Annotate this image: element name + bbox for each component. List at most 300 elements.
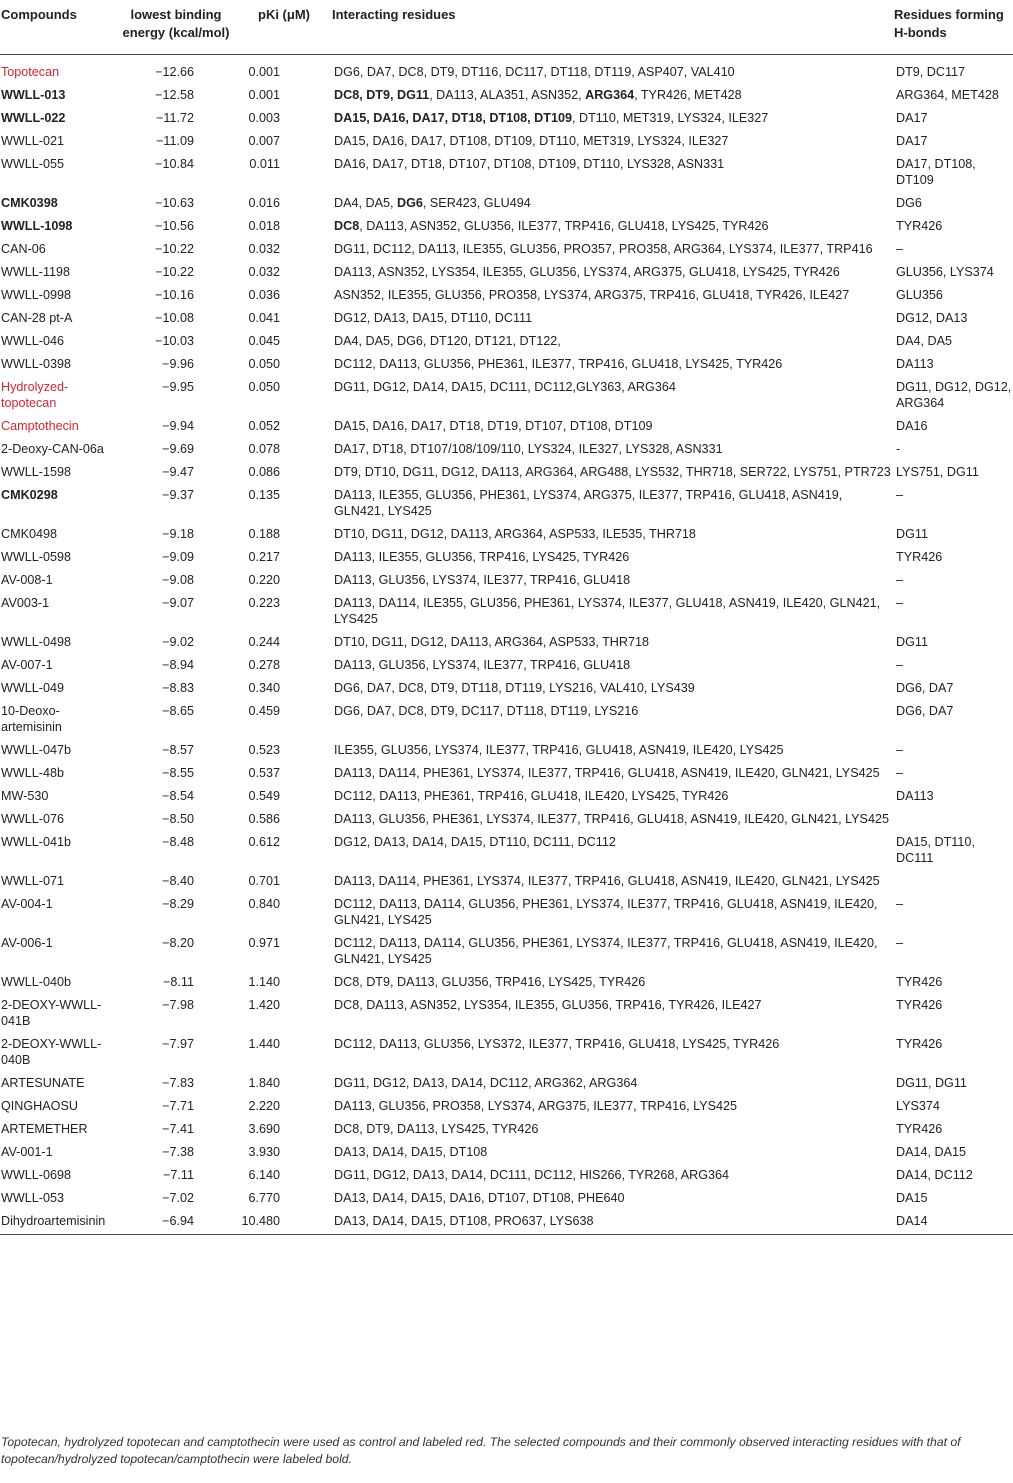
compound-name: CMK0498	[1, 527, 58, 541]
compound-name: WWLL-48b	[1, 766, 64, 780]
compound-name: AV-007-1	[1, 658, 53, 672]
table-row	[0, 1210, 1013, 1235]
interacting-residues	[332, 461, 894, 484]
table-row	[0, 546, 1013, 569]
hbond-residues	[894, 808, 1013, 831]
pki-value: 10.480	[236, 1210, 332, 1235]
residue-segment: DG12, DA13, DA15, DT110, DC111	[334, 311, 533, 325]
table-row	[0, 215, 1013, 238]
binding-energy-value: −11.09	[156, 134, 194, 148]
compound-name: AV003-1	[1, 596, 50, 610]
pki-value: 0.032	[248, 242, 280, 256]
binding-energy-value: −8.65	[162, 704, 194, 718]
interacting-residues	[332, 592, 894, 631]
hbond-residues: TYR426	[896, 219, 943, 233]
residue-segment: DG11, DG12, DA13, DA14, DC112, ARG362, ARG364	[334, 1076, 638, 1090]
binding-energy-value: −9.02	[162, 635, 194, 649]
binding-energy-value: −10.08	[155, 311, 194, 325]
binding-energy-value: −7.83	[162, 1076, 194, 1090]
compound-name: 2-DEOXY-WWLL-041B	[1, 998, 102, 1028]
table-row	[0, 261, 1013, 284]
table-row	[0, 739, 1013, 762]
interacting-residues	[332, 1072, 894, 1095]
hbond-residues: DA15, DT110, DC111	[896, 835, 975, 865]
pki-value: 0.188	[248, 527, 280, 541]
compound-name: WWLL-049	[1, 681, 64, 695]
table-row	[0, 238, 1013, 261]
pki-value: 0.523	[248, 743, 280, 757]
hbond-residues: –	[896, 936, 904, 950]
binding-energy-value: −8.29	[162, 897, 194, 911]
hbond-residues: LYS374	[896, 1099, 940, 1113]
residue-segment: DA113, ILE355, GLU356, PHE361, LYS374, ARG375, ILE377, TRP416, GLU418, ASN419, GLN421, LYS425	[334, 488, 843, 518]
hbond-residues: –	[896, 488, 904, 502]
residue-segment: DA113, DA114, PHE361, LYS374, ILE377, TRP416, GLU418, ASN419, ILE420, GLN421, LYS425	[334, 874, 880, 888]
interacting-residues	[332, 631, 894, 654]
pki-value: 1.420	[248, 998, 280, 1012]
hbond-residues: DG11, DG12, DG12, ARG364	[896, 380, 1012, 410]
residue-segment-bold: DG6	[397, 196, 423, 210]
table-row	[0, 438, 1013, 461]
binding-energy-value: −9.95	[162, 380, 194, 394]
interacting-residues	[332, 55, 894, 85]
residue-segment: DC112, DA113, GLU356, PHE361, ILE377, TRP416, GLU418, LYS425, TYR426	[334, 357, 783, 371]
binding-energy-value: −8.57	[162, 743, 194, 757]
compound-name: WWLL-0498	[1, 635, 71, 649]
residue-segment: DA113, DA114, ILE355, GLU356, PHE361, LYS374, ILE377, GLU418, ASN419, ILE420, GLN421, LYS425	[334, 596, 881, 626]
residue-segment: , TYR426, MET428	[634, 88, 742, 102]
table-row	[0, 1033, 1013, 1072]
hbond-residues: TYR426	[896, 1037, 943, 1051]
residue-segment: DT9, DT10, DG11, DG12, DA113, ARG364, ARG488, LYS532, THR718, SER722, LYS751, PTR723	[334, 465, 891, 479]
compound-name: Camptothecin	[1, 419, 79, 433]
residue-segment: DC112, DA113, GLU356, LYS372, ILE377, TRP416, GLU418, LYS425, TYR426	[334, 1037, 780, 1051]
residue-segment: DG11, DG12, DA13, DA14, DC111, DC112, HIS266, TYR268, ARG364	[334, 1168, 730, 1182]
table-footnote: Topotecan, hydrolyzed topotecan and camptothecin were used as control and labeled red. The selected compounds and their commonly observed interacting residues with that of topotecan/hydrolyzed topotecan/camptothecin were labeled bold.	[1, 1435, 961, 1466]
binding-energy-value: −9.07	[162, 596, 194, 610]
residue-segment: , DA113, ALA351, ASN352,	[429, 88, 586, 102]
hbond-residues	[894, 870, 1013, 893]
binding-energy-value: −9.96	[162, 357, 194, 371]
compound-name: MW-530	[1, 789, 49, 803]
compound-name: WWLL-040b	[1, 975, 71, 989]
table-row	[0, 893, 1013, 932]
table-row	[0, 654, 1013, 677]
interacting-residues	[332, 215, 894, 238]
interacting-residues	[332, 484, 894, 523]
binding-energy-value: −10.03	[155, 334, 194, 348]
compound-name: WWLL-1598	[1, 465, 71, 479]
compound-name: AV-008-1	[1, 573, 53, 587]
hbond-residues: DA113	[896, 357, 934, 371]
pki-value: 0.003	[248, 111, 280, 125]
pki-value: 0.011	[249, 157, 280, 171]
residue-segment: DA113, ILE355, GLU356, TRP416, LYS425, TYR426	[334, 550, 630, 564]
compound-name: AV-004-1	[1, 897, 53, 911]
pki-value: 0.036	[248, 288, 280, 302]
pki-value: 0.244	[248, 635, 280, 649]
interacting-residues	[332, 808, 894, 831]
table-row	[0, 1164, 1013, 1187]
binding-energy-value: −9.08	[162, 573, 194, 587]
hbond-residues: DG11	[896, 635, 928, 649]
pki-value: 0.586	[248, 812, 280, 826]
table-row	[0, 1072, 1013, 1095]
hbond-residues: ARG364, MET428	[896, 88, 999, 102]
pki-value: 0.135	[248, 488, 280, 502]
pki-value: 0.278	[248, 658, 280, 672]
binding-energy-value: −9.37	[162, 488, 194, 502]
residue-segment: DG12, DA13, DA14, DA15, DT110, DC111, DC112	[334, 835, 616, 849]
residue-segment: DA113, GLU356, LYS374, ILE377, TRP416, GLU418	[334, 658, 631, 672]
binding-energy-value: −10.84	[155, 157, 194, 171]
compound-name: ARTEMETHER	[1, 1122, 88, 1136]
header-hbond-residues: Residues forming H-bonds	[894, 0, 1013, 55]
binding-energy-value: −8.11	[163, 975, 194, 989]
compound-name: WWLL-0598	[1, 550, 71, 564]
residue-segment: ASN352, ILE355, GLU356, PRO358, LYS374, ARG375, TRP416, GLU418, TYR426, ILE427	[334, 288, 850, 302]
interacting-residues	[332, 762, 894, 785]
residue-segment: ILE355, GLU356, LYS374, ILE377, TRP416, GLU418, ASN419, ILE420, LYS425	[334, 743, 784, 757]
binding-energy-value: −9.69	[162, 442, 194, 456]
table-header-row	[0, 0, 1013, 55]
pki-value: 6.140	[248, 1168, 280, 1182]
table-row	[0, 677, 1013, 700]
header-pki: pKi (μM)	[236, 0, 332, 55]
binding-energy-value: −7.98	[162, 998, 194, 1012]
compound-name: WWLL-076	[1, 812, 64, 826]
hbond-residues: GLU356, LYS374	[896, 265, 994, 279]
residue-segment: DC112, DA113, PHE361, TRP416, GLU418, ILE420, LYS425, TYR426	[334, 789, 729, 803]
residue-segment-bold: DC8	[334, 219, 360, 233]
hbond-residues: DG12, DA13	[896, 311, 968, 325]
residue-segment: , SER423, GLU494	[422, 196, 531, 210]
interacting-residues	[332, 677, 894, 700]
residue-segment: DA4, DA5, DG6, DT120, DT121, DT122,	[334, 334, 561, 348]
interacting-residues	[332, 1095, 894, 1118]
binding-energy-value: −8.50	[162, 812, 194, 826]
table-row	[0, 353, 1013, 376]
table-row	[0, 523, 1013, 546]
pki-value: 0.223	[248, 596, 280, 610]
pki-value: 0.217	[248, 550, 280, 564]
compound-name: 2-DEOXY-WWLL-040B	[1, 1037, 102, 1067]
hbond-residues: DG11, DG11	[896, 1076, 967, 1090]
binding-energy-value: −10.56	[155, 219, 194, 233]
table-row	[0, 700, 1013, 739]
pki-value: 0.086	[248, 465, 280, 479]
compound-name: AV-006-1	[1, 936, 53, 950]
interacting-residues	[332, 438, 894, 461]
binding-energy-value: −8.94	[162, 658, 194, 672]
interacting-residues	[332, 932, 894, 971]
pki-value: 0.220	[248, 573, 280, 587]
compound-name: AV-001-1	[1, 1145, 53, 1159]
hbond-residues: DT9, DC117	[896, 65, 966, 79]
residue-segment: DA113, GLU356, PHE361, LYS374, ILE377, TRP416, GLU418, ASN419, ILE420, GLN421, LYS425	[334, 812, 889, 826]
interacting-residues	[332, 1033, 894, 1072]
interacting-residues	[332, 192, 894, 215]
table-row	[0, 971, 1013, 994]
table-row	[0, 330, 1013, 353]
hbond-residues: TYR426	[896, 550, 943, 564]
compound-name: CAN-06	[1, 242, 46, 256]
hbond-residues: GLU356	[896, 288, 943, 302]
residue-segment: DA13, DA14, DA15, DA16, DT107, DT108, PHE640	[334, 1191, 625, 1205]
pki-value: 0.001	[248, 65, 280, 79]
compound-name: QINGHAOSU	[1, 1099, 78, 1113]
binding-energy-value: −9.09	[162, 550, 194, 564]
binding-energy-value: −10.22	[155, 265, 194, 279]
binding-energy-value: −8.20	[162, 936, 194, 950]
table-row	[0, 870, 1013, 893]
table-row	[0, 376, 1013, 415]
hbond-residues: –	[896, 596, 904, 610]
table-row	[0, 631, 1013, 654]
compound-name: WWLL-1098	[1, 219, 73, 233]
compound-name: Hydrolyzed-topotecan	[1, 380, 69, 410]
table-row	[0, 592, 1013, 631]
table-row	[0, 1095, 1013, 1118]
compound-name: 2-Deoxy-CAN-06a	[1, 442, 104, 456]
binding-energy-value: −10.63	[155, 196, 194, 210]
residue-segment: DG6, DA7, DC8, DT9, DT118, DT119, LYS216, VAL410, LYS439	[334, 681, 695, 695]
interacting-residues	[332, 870, 894, 893]
table-row	[0, 831, 1013, 870]
hbond-residues: –	[896, 658, 904, 672]
hbond-residues: DG11	[896, 527, 928, 541]
pki-value: 3.690	[248, 1122, 280, 1136]
hbond-residues: TYR426	[896, 975, 943, 989]
hbond-residues: DA17	[896, 111, 928, 125]
compound-name: WWLL-0998	[1, 288, 71, 302]
table-row	[0, 484, 1013, 523]
hbond-residues: DG6, DA7	[896, 681, 954, 695]
table-row	[0, 1187, 1013, 1210]
table-row	[0, 192, 1013, 215]
residue-segment: DA113, GLU356, LYS374, ILE377, TRP416, GLU418	[334, 573, 631, 587]
compound-name: WWLL-0698	[1, 1168, 71, 1182]
compound-name: Dihydroartemisinin	[0, 1210, 116, 1235]
table-row	[0, 808, 1013, 831]
interacting-residues	[332, 569, 894, 592]
interacting-residues	[332, 1141, 894, 1164]
pki-value: 0.001	[248, 88, 280, 102]
hbond-residues: –	[896, 743, 904, 757]
interacting-residues	[332, 700, 894, 739]
compound-name: WWLL-013	[1, 88, 66, 102]
table-row	[0, 1141, 1013, 1164]
header-interacting-residues: Interacting residues	[332, 0, 894, 55]
binding-energy-value: −7.02	[162, 1191, 194, 1205]
binding-energy-value: −10.16	[155, 288, 194, 302]
compound-name: CMK0298	[1, 488, 58, 502]
compound-name: WWLL-071	[1, 874, 64, 888]
residue-segment: , DA113, ASN352, GLU356, ILE377, TRP416, GLU418, LYS425, TYR426	[359, 219, 769, 233]
interacting-residues	[332, 831, 894, 870]
table-row	[0, 569, 1013, 592]
header-binding-energy: lowest binding energy (kcal/mol)	[116, 0, 236, 55]
hbond-residues: DA14	[894, 1210, 1013, 1235]
table-row	[0, 307, 1013, 330]
binding-energy-value: −7.97	[162, 1037, 194, 1051]
binding-energy-value: −8.48	[162, 835, 194, 849]
compound-name: WWLL-055	[1, 157, 64, 171]
pki-value: 0.701	[248, 874, 280, 888]
residue-segment: DA4, DA5,	[334, 196, 397, 210]
compound-name: CMK0398	[1, 196, 58, 210]
pki-value: 0.045	[248, 334, 280, 348]
interacting-residues	[332, 893, 894, 932]
residue-segment: DA16, DA17, DT18, DT107, DT108, DT109, DT110, LYS328, ASN331	[334, 157, 725, 171]
interacting-residues	[332, 1187, 894, 1210]
residue-segment-bold: ARG364	[585, 88, 635, 102]
interacting-residues	[332, 376, 894, 415]
hbond-residues: –	[896, 897, 904, 911]
binding-energy-value: −8.54	[162, 789, 194, 803]
table-row	[0, 84, 1013, 107]
residue-segment: DA113, ASN352, LYS354, ILE355, GLU356, LYS374, ARG375, GLU418, LYS425, TYR426	[334, 265, 840, 279]
compound-name: Topotecan	[1, 65, 60, 79]
binding-energy-value: −7.11	[163, 1168, 194, 1182]
residue-segment: DC112, DA113, DA114, GLU356, PHE361, LYS374, ILE377, TRP416, GLU418, ASN419, ILE420, GLN421, LYS425	[334, 936, 878, 966]
interacting-residues	[332, 153, 894, 192]
interacting-residues	[332, 1164, 894, 1187]
table-row	[0, 994, 1013, 1033]
hbond-residues: DA15	[896, 1191, 928, 1205]
table-row	[0, 284, 1013, 307]
interacting-residues	[332, 130, 894, 153]
pki-value: 0.050	[248, 357, 280, 371]
pki-value: 3.930	[248, 1145, 280, 1159]
pki-value: 0.612	[248, 835, 280, 849]
residue-segment: DT10, DG11, DG12, DA113, ARG364, ASP533, ILE535, THR718	[334, 527, 696, 541]
table-row	[0, 762, 1013, 785]
compound-name: 10-Deoxo-artemisinin	[1, 704, 62, 734]
residue-segment: DA15, DA16, DA17, DT108, DT109, DT110, MET319, LYS324, ILE327	[334, 134, 729, 148]
binding-energy-value: −10.22	[155, 242, 194, 256]
interacting-residues	[332, 84, 894, 107]
hbond-residues: TYR426	[896, 998, 943, 1012]
compound-name: WWLL-1198	[1, 265, 71, 279]
pki-value: 0.537	[248, 766, 280, 780]
interacting-residues	[332, 238, 894, 261]
interacting-residues	[332, 330, 894, 353]
hbond-residues: TYR426	[896, 1122, 943, 1136]
interacting-residues	[332, 739, 894, 762]
residue-segment: DC8, DT9, DA113, LYS425, TYR426	[334, 1122, 539, 1136]
pki-value: 1.140	[248, 975, 280, 989]
compound-name: WWLL-046	[1, 334, 64, 348]
header-compounds: Compounds	[0, 0, 116, 55]
table-row	[0, 415, 1013, 438]
interacting-residues	[332, 415, 894, 438]
interacting-residues	[332, 523, 894, 546]
hbond-residues: –	[896, 242, 904, 256]
compound-name: WWLL-047b	[1, 743, 71, 757]
table-row	[0, 932, 1013, 971]
interacting-residues	[332, 971, 894, 994]
compound-name: WWLL-053	[1, 1191, 64, 1205]
pki-value: 0.032	[248, 265, 280, 279]
hbond-residues: -	[896, 442, 901, 456]
binding-energy-value: −8.55	[162, 766, 194, 780]
residue-segment: DC8, DT9, DA113, GLU356, TRP416, LYS425, TYR426	[334, 975, 646, 989]
interacting-residues	[332, 307, 894, 330]
residue-segment: DG6, DA7, DC8, DT9, DC117, DT118, DT119, LYS216	[334, 704, 639, 718]
residue-segment: DT10, DG11, DG12, DA113, ARG364, ASP533, THR718	[334, 635, 650, 649]
pki-value: 0.549	[248, 789, 280, 803]
binding-energy-value: −8.83	[162, 681, 194, 695]
residue-segment-bold: DC8, DT9, DG11	[334, 88, 430, 102]
pki-value: 0.971	[248, 936, 280, 950]
compound-name: WWLL-0398	[1, 357, 71, 371]
interacting-residues	[332, 353, 894, 376]
pki-value: 6.770	[248, 1191, 280, 1205]
hbond-residues: –	[896, 573, 904, 587]
pki-value: 1.440	[248, 1037, 280, 1051]
hbond-residues: LYS751, DG11	[896, 465, 979, 479]
hbond-residues: DA113	[896, 789, 934, 803]
binding-energy-value: −9.18	[162, 527, 194, 541]
binding-energy-value: −7.41	[162, 1122, 194, 1136]
table-row	[0, 461, 1013, 484]
residue-segment: DA17, DT18, DT107/108/109/110, LYS324, ILE327, LYS328, ASN331	[334, 442, 723, 456]
pki-value: 0.052	[248, 419, 280, 433]
residue-segment: DA113, GLU356, PRO358, LYS374, ARG375, ILE377, TRP416, LYS425	[334, 1099, 738, 1113]
pki-value: 0.018	[248, 219, 280, 233]
interacting-residues	[332, 107, 894, 130]
pki-value: 1.840	[248, 1076, 280, 1090]
residue-segment: DA15, DA16, DA17, DT18, DT19, DT107, DT108, DT109	[334, 419, 653, 433]
pki-value: 0.840	[248, 897, 280, 911]
pki-value: 0.016	[248, 196, 280, 210]
binding-energy-value: −8.40	[162, 874, 194, 888]
interacting-residues	[332, 284, 894, 307]
hbond-residues: DA4, DA5	[896, 334, 952, 348]
interacting-residues	[332, 546, 894, 569]
pki-value: 0.007	[248, 134, 280, 148]
compound-name: WWLL-041b	[1, 835, 71, 849]
hbond-residues: DA17	[896, 134, 928, 148]
compound-name: CAN-28 pt-A	[1, 311, 73, 325]
binding-energy-value: −9.94	[162, 419, 194, 433]
table-row	[0, 107, 1013, 130]
pki-value: 0.078	[248, 442, 280, 456]
binding-energy-value: −11.72	[156, 111, 194, 125]
compound-name: WWLL-022	[1, 111, 66, 125]
binding-energy-value: −7.38	[162, 1145, 194, 1159]
residue-segment: DA13, DA14, DA15, DT108	[334, 1145, 488, 1159]
pki-value: 0.041	[248, 311, 280, 325]
pki-value: 2.220	[248, 1099, 280, 1113]
hbond-residues: DA16	[896, 419, 928, 433]
residue-segment: DA13, DA14, DA15, DT108, PRO637, LYS638	[334, 1214, 594, 1228]
table-row	[0, 1118, 1013, 1141]
pki-value: 0.340	[248, 681, 280, 695]
hbond-residues: DG6	[896, 196, 922, 210]
interacting-residues	[332, 1118, 894, 1141]
hbond-residues: DA14, DA15	[896, 1145, 967, 1159]
hbond-residues: DA17, DT108, DT109	[896, 157, 976, 187]
compound-name: WWLL-021	[1, 134, 64, 148]
hbond-residues: DG6, DA7	[896, 704, 954, 718]
pki-value: 0.050	[248, 380, 280, 394]
residue-segment: DA113, DA114, PHE361, LYS374, ILE377, TRP416, GLU418, ASN419, ILE420, GLN421, LYS425	[334, 766, 880, 780]
binding-energy-value: −6.94	[116, 1210, 236, 1235]
table-body	[0, 55, 1013, 1235]
pki-value: 0.459	[248, 704, 280, 718]
